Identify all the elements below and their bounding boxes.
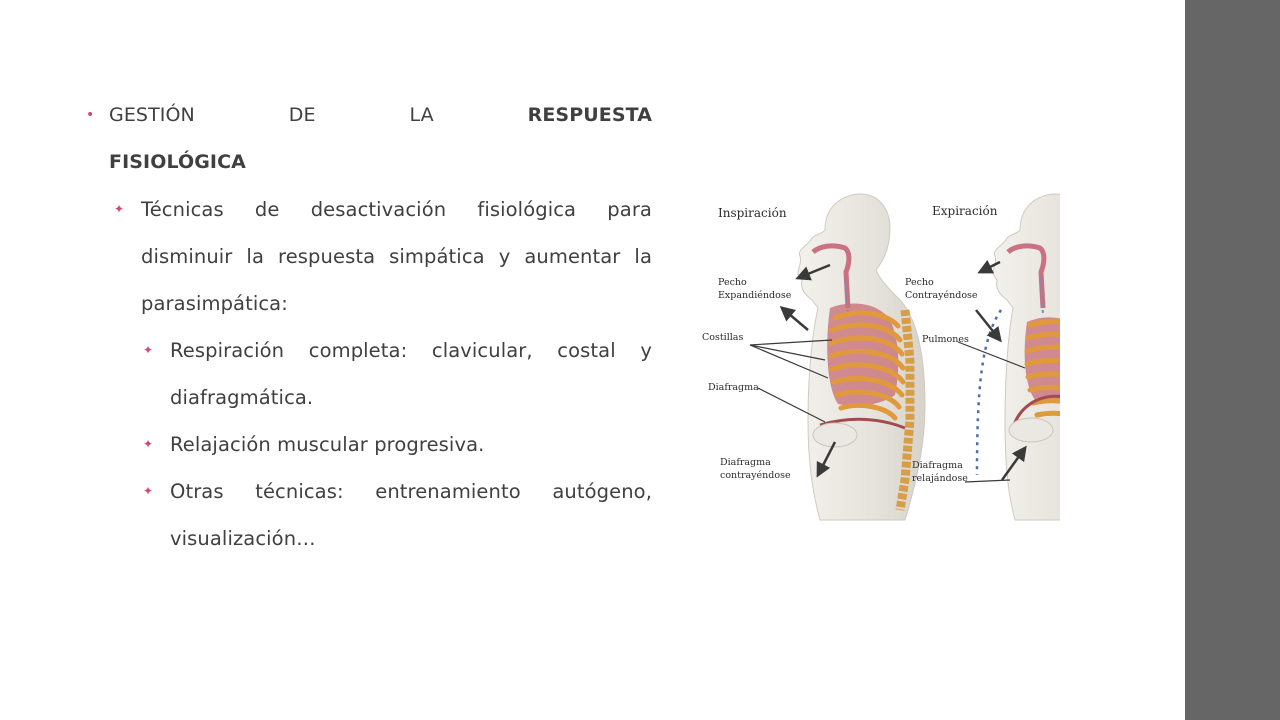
- heading-word: DE: [288, 104, 316, 126]
- heading-line-1: [84, 92, 652, 139]
- heading-word: RESPUESTA: [527, 104, 653, 126]
- abdomen: [1009, 418, 1053, 442]
- chest-label: Contrayéndose: [905, 290, 978, 301]
- bullet-item-relaxation: [84, 421, 652, 468]
- bullet-icon: •: [86, 107, 95, 123]
- item-line: disminuir la respuesta simpática y aumentar la: [141, 245, 652, 268]
- diamond-bullet-icon: ✦: [143, 343, 154, 357]
- item-line: visualización…: [170, 527, 316, 550]
- arrow-icon: [782, 308, 808, 330]
- inspiration-figure: [798, 194, 925, 520]
- lungs-label: Pulmones: [922, 334, 969, 345]
- expiration-title: Expiración: [932, 204, 998, 218]
- heading-word: GESTIÓN: [109, 104, 195, 126]
- chest-label: Pecho: [718, 277, 747, 288]
- chest-label: Pecho: [905, 277, 934, 288]
- bullet-item-deactivation: [84, 186, 652, 233]
- inspiration-title: Inspiración: [718, 206, 787, 220]
- arrow-icon: [976, 310, 1000, 340]
- diaphragm-state-label: contrayéndose: [720, 470, 791, 481]
- bullet-item-breathing: [84, 327, 652, 374]
- diaphragm-state-label: Diafragma: [720, 457, 771, 468]
- item-line: parasimpática:: [141, 292, 288, 315]
- expiration-figure: [977, 194, 1060, 520]
- item-line: Técnicas de desactivación fisiológica para: [141, 198, 652, 221]
- diamond-bullet-icon: ✦: [143, 484, 154, 498]
- item-line: diafragmática.: [170, 386, 314, 409]
- diamond-bullet-icon: ✦: [143, 437, 154, 451]
- heading-line-2: FISIOLÓGICA: [109, 151, 246, 173]
- diaphragm-state-label: relajándose: [912, 473, 968, 484]
- diaphragm-label: Diafragma: [708, 382, 759, 393]
- item-line: Otras técnicas: entrenamiento autógeno,: [170, 480, 652, 503]
- side-accent-bar: [1185, 0, 1280, 720]
- breathing-diagram: [700, 190, 1060, 525]
- slide-body: [84, 92, 652, 562]
- heading-word: LA: [409, 104, 434, 126]
- chest-label: Expandiéndose: [718, 290, 792, 301]
- diamond-bullet-icon: ✦: [114, 202, 125, 216]
- item-line: Relajación muscular progresiva.: [170, 433, 485, 456]
- item-line: Respiración completa: clavicular, costal y: [170, 339, 652, 362]
- diaphragm-state-label: Diafragma: [912, 460, 963, 471]
- bullet-item-other: [84, 468, 652, 515]
- ribs-label: Costillas: [702, 332, 744, 343]
